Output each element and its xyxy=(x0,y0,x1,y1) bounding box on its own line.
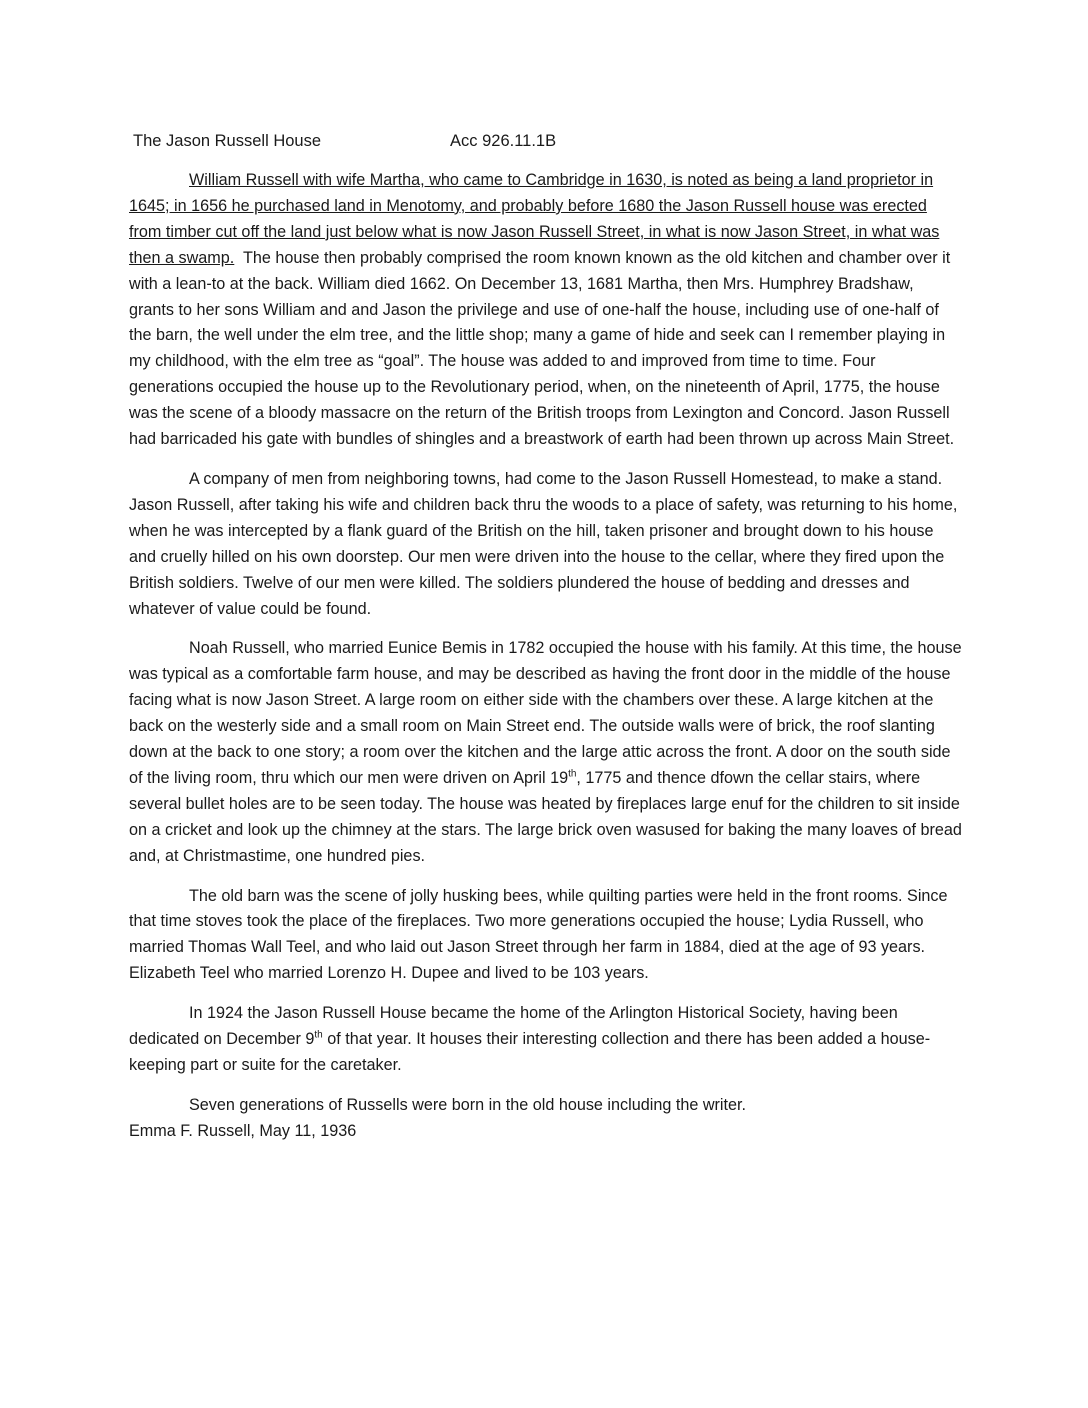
paragraph-3-part-a: Noah Russell, who married Eunice Bemis in 1782 occupied the house with his family. At this time, the house was typical as a comfortable farm house, and may be described as having the front door in the middle of the house facing what is now Jason Street. A large room on either side with the chambers over these. A large kitchen at the back on the westerly side and a small room on Main Street end. The outside walls were of brick, the roof slanting down at the back to one story; a room over the kitchen and the large attic across the front. A door on the south side of the living room, thru which our men were driven on April 19 xyxy=(129,639,962,787)
paragraph-3-part-b: , 1775 and thence dfown the cellar stairs, where several bullet holes are to be seen today. The house was heated by fireplaces large enuf for the children to sit inside on a cricket and look up the chimney at the stars. The large brick oven wasused for baking the many loaves of bread and, at Christmastime, one hundred pies. xyxy=(129,768,962,865)
paragraph-2: A company of men from neighboring towns, had come to the Jason Russell Homestead, to make a stand. Jason Russell, after taking his wife and children back thru the woods to a place of safety, was returning to his home, when he was intercepted by a flank guard of the British on the hill, taken prisoner and brought down to his house and cruelly hilled on his own doorstep. Our men were driven into the house to the cellar, where they fired upon the British soldiers. Twelve of our men were killed. The soldiers plundered the house of bedding and dresses and whatever of value could be found. xyxy=(129,469,958,618)
document-header xyxy=(133,128,557,154)
accession-number: Acc 926.11.1B xyxy=(450,132,557,150)
paragraph-5-part-a: In 1924 the Jason Russell House became the home of the Arlington Historical Society, having been dedicated on December 9 xyxy=(129,1004,898,1049)
paragraph-1 xyxy=(129,168,963,453)
paragraph-5 xyxy=(129,1001,963,1079)
paragraph-5-superscript: th xyxy=(314,1029,323,1041)
paragraph-4: The old barn was the scene of jolly husking bees, while quilting parties were held in the front rooms. Since that time stoves took the place of the fireplaces. Two more generations occupied the house; Lydia Russell, who married Thomas Wall Teel, and who laid out Jason Street through her farm in 1884, died at the age of 93 years. Elizabeth Teel who married Lorenzo H. Dupee and lived to be 103 years. xyxy=(129,886,948,983)
paragraph-6: Seven generations of Russells were born in the old house including the writer. xyxy=(189,1095,746,1114)
paragraph-1-underlined: William Russell with wife Martha, who came to Cambridge in 1630, is noted as being a land proprietor in 1645; in 1656 he purchased land in Menotomy, and probably before 1680 the Jason Russell house was erected from timber cut off the land just below what is now Jason Russell Street, in what is now Jason Street, in what was then a swamp. xyxy=(129,171,940,267)
paragraph-3 xyxy=(129,636,963,869)
paragraph-1-rest: The house then probably comprised the room known known as the old kitchen and chamber over it with a lean-to at the back. William died 1662. On December 13, 1681 Martha, then Mrs. Humphrey Bradshaw, grants to her sons William and and Jason the privilege and use of one-half the house, including use of one-half of the barn, the well under the elm tree, and the little shop; many a game of hide and seek can I remember playing in my childhood, with the elm tree as “goal”. The house was added to and improved from time to time. Four generations occupied the house up to the Revolutionary period, when, on the nineteenth of April, 1775, the house was the scene of a bloody massacre on the return of the British troops from Lexington and Concord. Jason Russell had barricaded his gate with bundles of shingles and a breastwork of earth had been thrown up across Main Street. xyxy=(129,248,955,449)
document-body xyxy=(129,168,963,1145)
paragraph-5-part-b: of that year. It houses their interesting collection and there has been added a house-keeping part or suite for the caretaker. xyxy=(129,1030,931,1074)
paragraph-3-superscript: th xyxy=(568,768,577,780)
signature-line: Emma F. Russell, May 11, 1936 xyxy=(129,1121,357,1140)
document-title: The Jason Russell House xyxy=(133,132,322,150)
